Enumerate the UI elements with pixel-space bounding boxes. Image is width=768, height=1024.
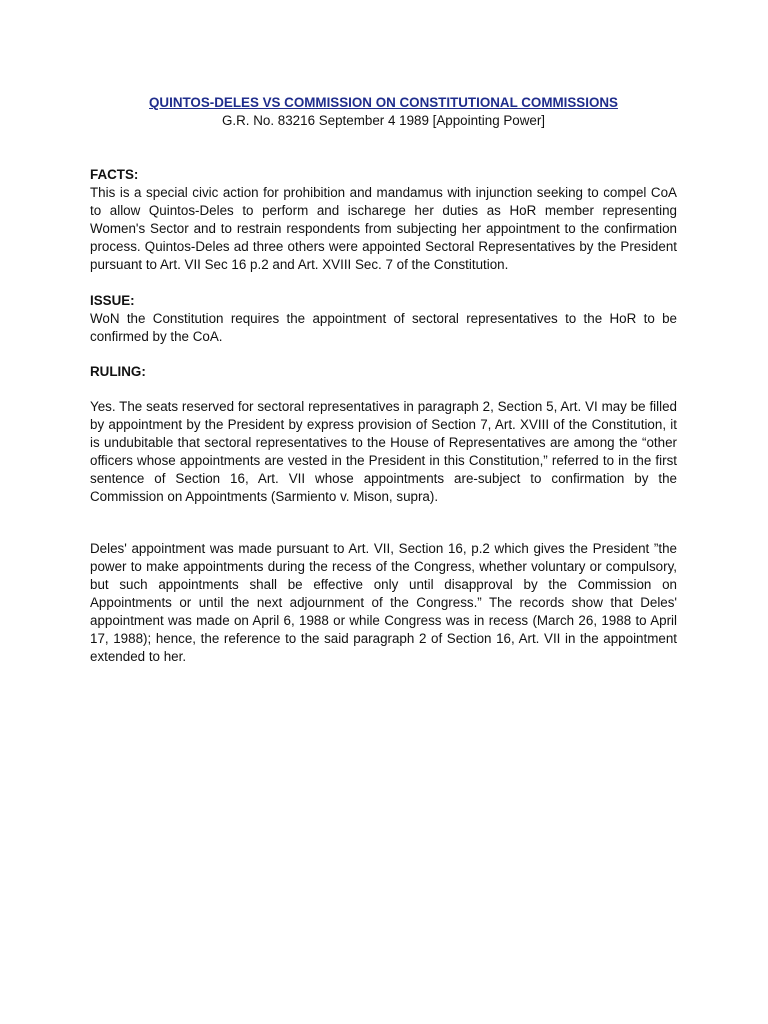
- spacer: [90, 130, 677, 166]
- issue-heading: ISSUE:: [90, 293, 135, 308]
- spacer: [90, 506, 677, 540]
- spacer: [90, 346, 677, 363]
- facts-heading: FACTS:: [90, 167, 139, 182]
- spacer: [90, 381, 677, 398]
- ruling-paragraph-2: Deles' appointment was made pursuant to Art. VII, Section 16, p.2 which gives the President ”the power to make appointments during the recess of the Congress, whether voluntary or compulsory, but such appointments shall be effective only until disapproval by the Commission on Appointments or until the next adjournment of the Congress.” The records show that Deles' appointment was made on April 6, 1988 or while Congress was in recess (March 26, 1988 to April 17, 1988); hence, the reference to the said paragraph 2 of Section 16, Art. VII in the appointment extended to her.: [90, 541, 677, 664]
- spacer: [90, 274, 677, 292]
- facts-text: This is a special civic action for prohibition and mandamus with injunction seeking to compel CoA to allow Quintos-Deles to perform and ischarege her duties as HoR member representing Women's Sector and to restrain respondents from subjecting her appointment to the confirmation process. Quintos-Deles ad three others were appointed Sectoral Representatives by the President pursuant to Art. VII Sec 16 p.2 and Art. XVIII Sec. 7 of the Constitution.: [90, 185, 677, 272]
- ruling-paragraph-1: Yes. The seats reserved for sectoral representatives in paragraph 2, Section 5, Art. VI may be filled by appointment by the President by express provision of Section 7, Art. XVIII of the Constitution, it is undubitable that sectoral representatives to the House of Representatives are among the “other officers whose appointments are vested in the President in this Constitution,” referred to in the first sentence of Section 16, Art. VII whose appointments are-subject to confirmation by the Commission on Appointments (Sarmiento v. Mison, supra).: [90, 399, 677, 504]
- ruling-heading: RULING:: [90, 364, 146, 379]
- document-title: QUINTOS-DELES VS COMMISSION ON CONSTITUTIONAL COMMISSIONS: [149, 95, 618, 110]
- document-subtitle: G.R. No. 83216 September 4 1989 [Appointing Power]: [221, 113, 546, 128]
- document-page: [90, 94, 677, 666]
- issue-text: WoN the Constitution requires the appointment of sectoral representatives to the HoR to be confirmed by the CoA.: [90, 311, 677, 344]
